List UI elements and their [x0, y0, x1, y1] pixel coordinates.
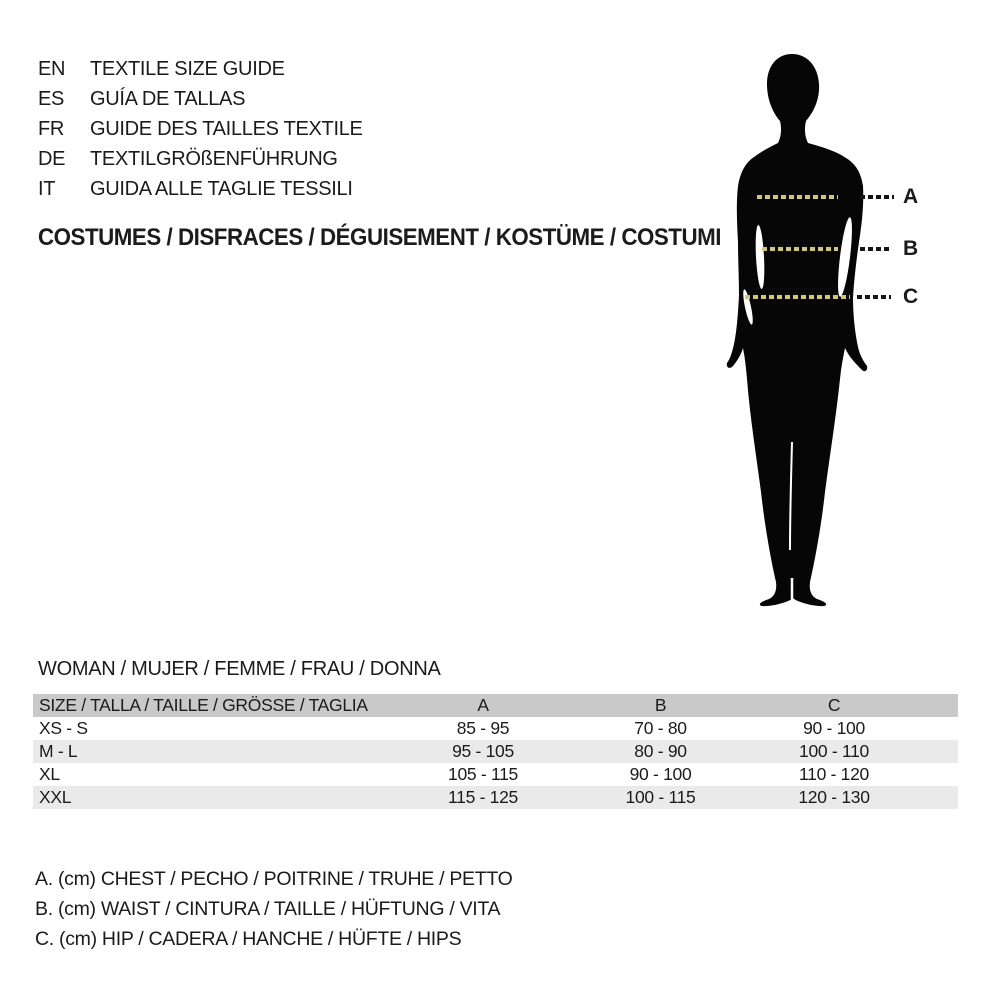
- chest-range-cell: 105 - 115: [448, 764, 518, 784]
- chest-range-cell: 85 - 95: [456, 718, 510, 738]
- filler-cell: [915, 717, 958, 740]
- language-list: [38, 54, 363, 204]
- language-label: GUÍA DE TALLAS: [90, 88, 246, 110]
- language-code: FR: [38, 118, 65, 140]
- waist-range-cell: 70 - 80: [634, 718, 687, 738]
- filler-cell: [915, 786, 958, 809]
- woman-silhouette: [712, 52, 872, 608]
- table-header-col-a: A: [477, 695, 489, 715]
- measure-line-c-callout: [857, 295, 891, 299]
- size-cell: XXL: [39, 787, 72, 807]
- filler-cell: [915, 740, 958, 763]
- chest-range-cell: 95 - 105: [452, 741, 514, 761]
- measure-line-b-callout: [860, 247, 892, 251]
- table-row: [33, 763, 958, 786]
- hip-range-cell: 90 - 100: [803, 718, 865, 738]
- section-title: WOMAN / MUJER / FEMME / FRAU / DONNA: [38, 658, 441, 680]
- language-row: [38, 114, 363, 144]
- silhouette-body: [727, 54, 867, 606]
- chest-range-cell: 115 - 125: [448, 787, 518, 807]
- table-row: [33, 740, 958, 763]
- language-label: TEXTILGRÖßENFÜHRUNG: [90, 148, 338, 170]
- hip-range-cell: 100 - 110: [799, 741, 869, 761]
- table-header-size: SIZE / TALLA / TAILLE / GRÖSSE / TAGLIA: [39, 695, 368, 715]
- measure-line-b-body: [762, 247, 838, 251]
- language-code: ES: [38, 88, 65, 110]
- category-title: COSTUMES / DISFRACES / DÉGUISEMENT / KOSTÜME / COSTUMI: [38, 224, 721, 251]
- legend-waist: B. (cm) WAIST / CINTURA / TAILLE / HÜFTUNG / VITA: [35, 898, 501, 920]
- waist-range-cell: 100 - 115: [625, 787, 696, 807]
- size-cell: M - L: [39, 741, 78, 761]
- language-row: [38, 84, 363, 114]
- language-row: [38, 174, 363, 204]
- measure-label-a: A: [903, 185, 918, 208]
- language-code: EN: [38, 58, 66, 80]
- table-header-col-b: B: [654, 695, 667, 715]
- legend-chest: A. (cm) CHEST / PECHO / POITRINE / TRUHE / PETTO: [35, 868, 513, 890]
- hip-range-cell: 120 - 130: [798, 787, 870, 807]
- measure-label-c: C: [903, 285, 918, 308]
- size-cell: XS - S: [39, 718, 88, 738]
- waist-range-cell: 80 - 90: [634, 741, 687, 761]
- table-header-row: [33, 694, 958, 717]
- table-row: [33, 717, 958, 740]
- hip-range-cell: 110 - 120: [799, 764, 869, 784]
- measure-line-a-body: [757, 195, 838, 199]
- size-table: [33, 694, 958, 809]
- measure-line-c-body: [745, 295, 850, 299]
- measure-label-b: B: [903, 237, 918, 260]
- language-label: GUIDA ALLE TAGLIE TESSILI: [90, 178, 353, 200]
- language-code: IT: [38, 178, 56, 200]
- table-row: [33, 786, 958, 809]
- measure-line-a-callout: [860, 195, 894, 199]
- language-row: [38, 54, 363, 84]
- language-code: DE: [38, 148, 66, 170]
- filler-cell: [915, 763, 958, 786]
- legend-hip: C. (cm) HIP / CADERA / HANCHE / HÜFTE / HIPS: [35, 928, 462, 950]
- language-label: TEXTILE SIZE GUIDE: [90, 58, 285, 80]
- table-header-col-c: C: [827, 695, 841, 715]
- measurement-legend: [35, 864, 513, 954]
- language-row: [38, 144, 363, 174]
- waist-range-cell: 90 - 100: [629, 764, 692, 784]
- table-header-filler: [915, 694, 958, 717]
- size-cell: XL: [39, 764, 60, 784]
- language-label: GUIDE DES TAILLES TEXTILE: [90, 118, 363, 140]
